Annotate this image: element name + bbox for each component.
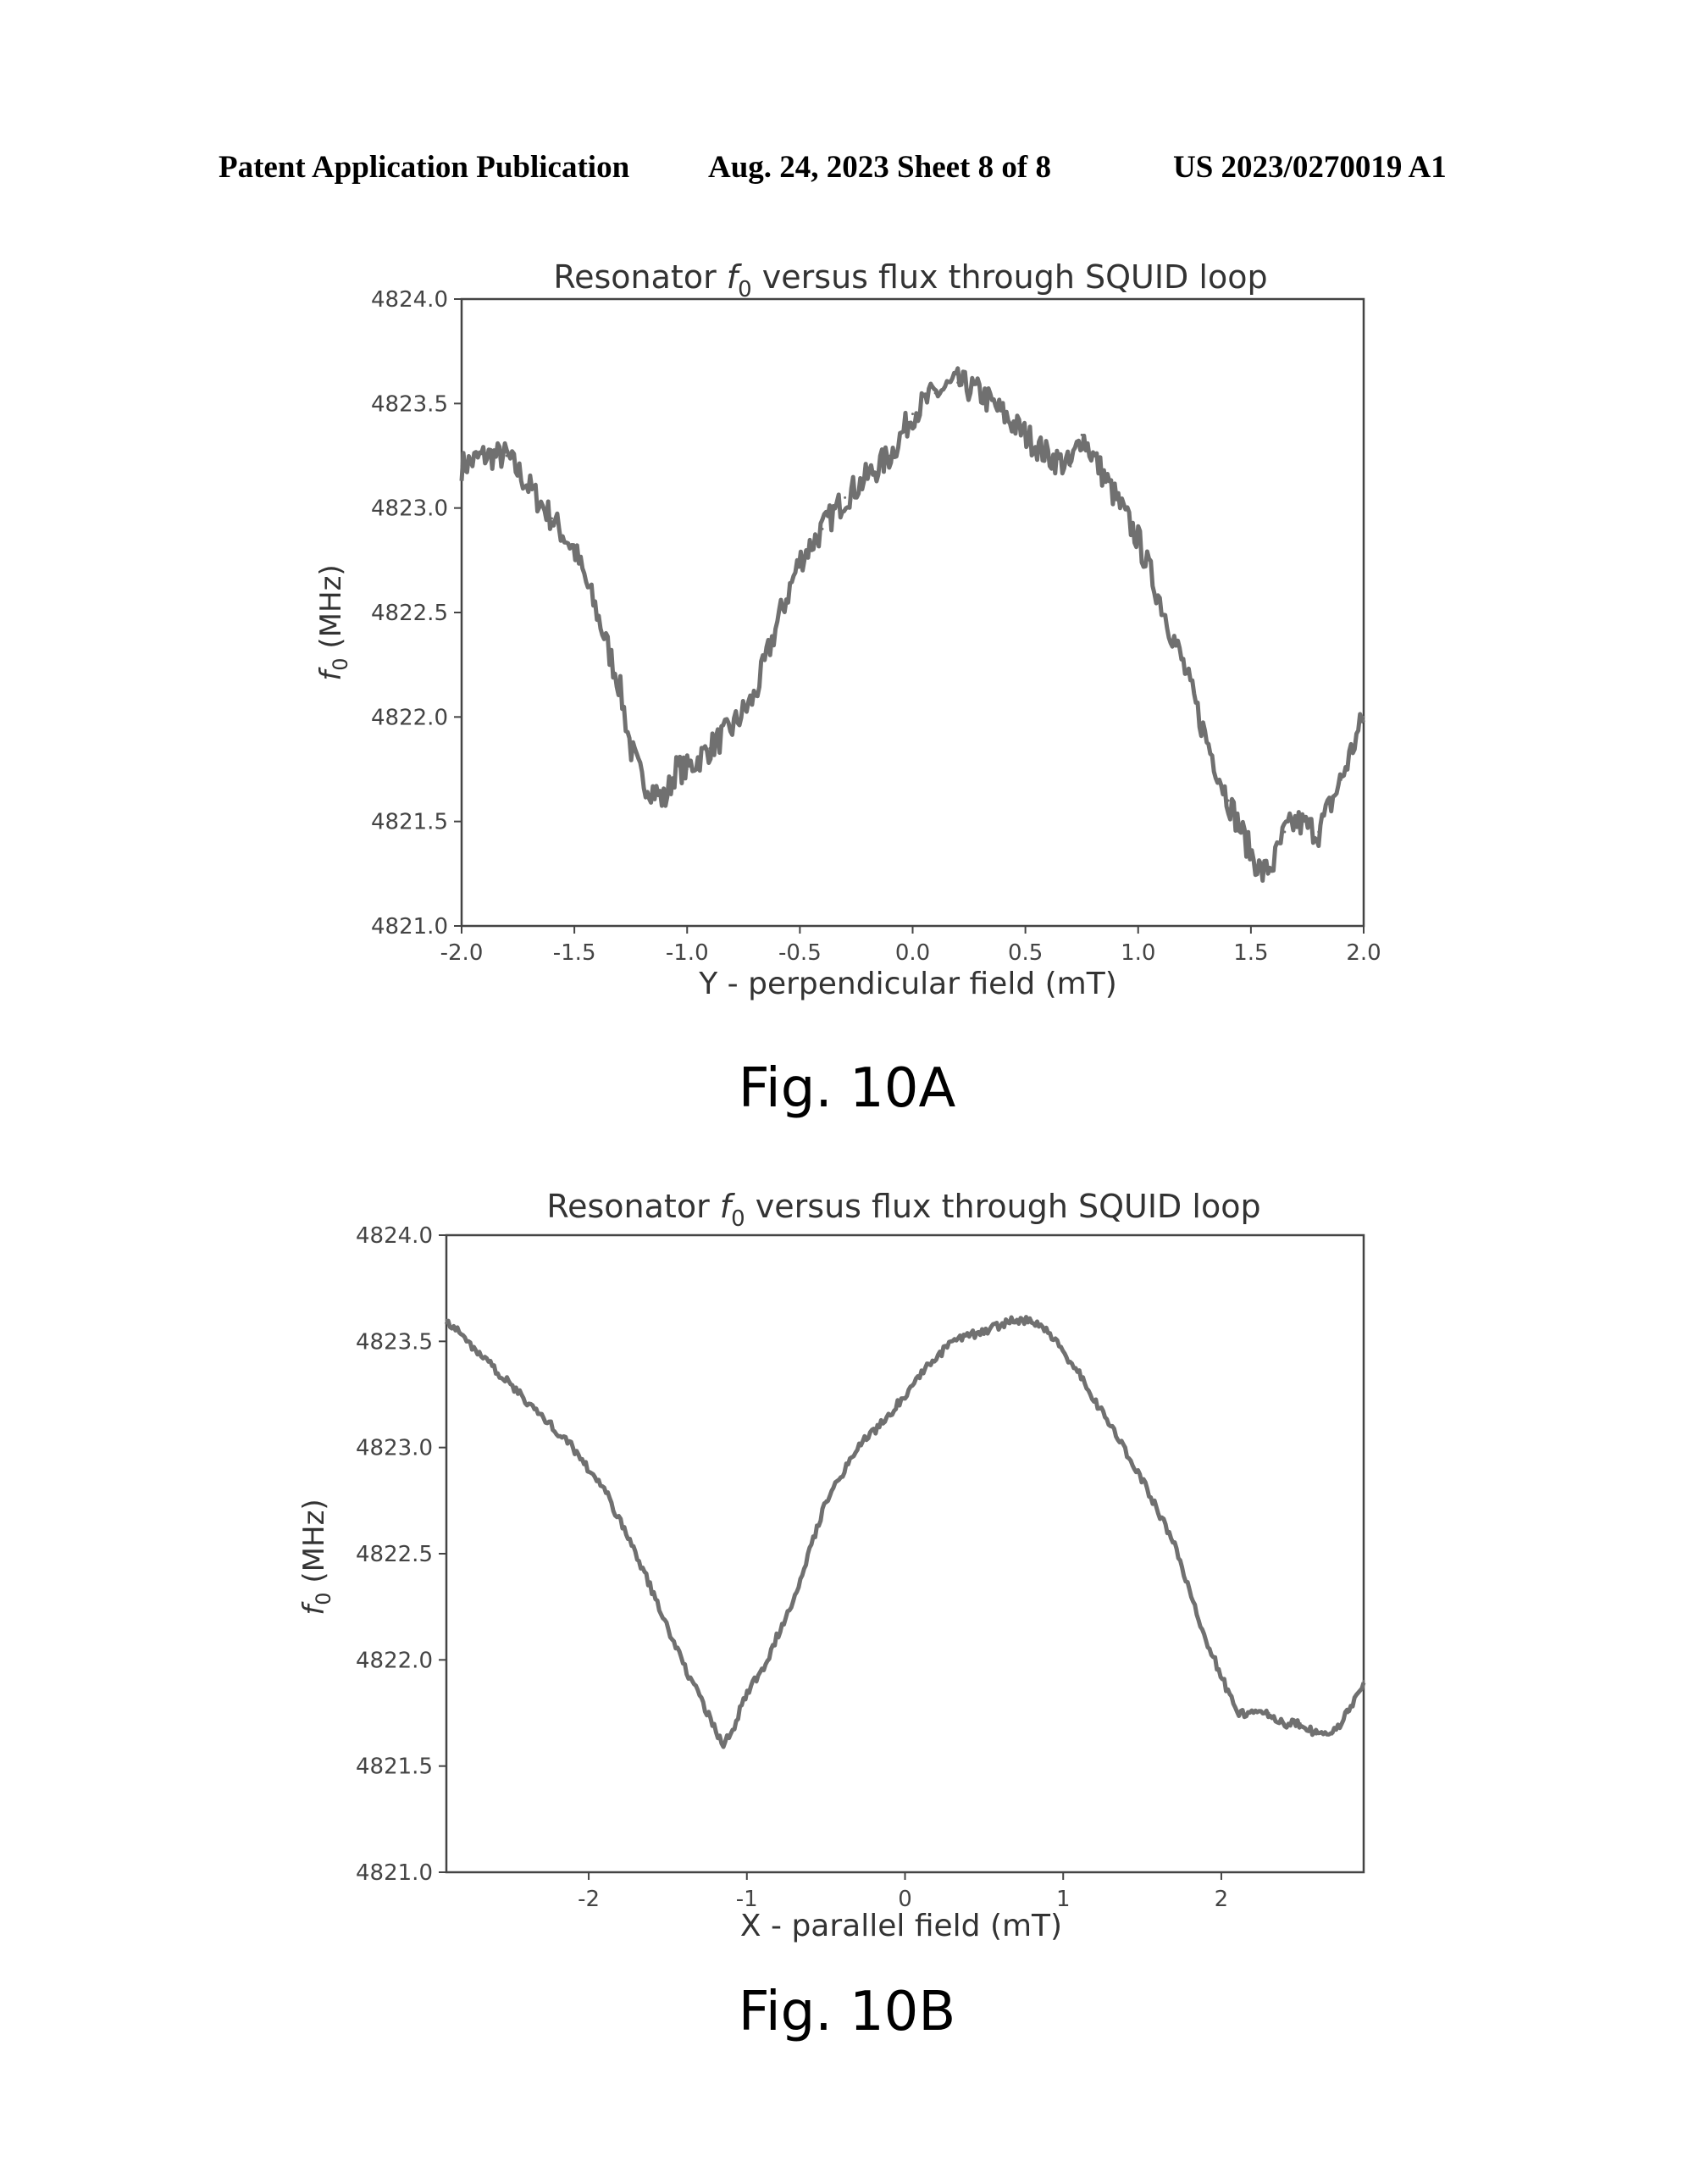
x-tick-label: -2: [578, 1887, 601, 1912]
data-point: [1137, 538, 1139, 540]
data-point: [551, 518, 553, 520]
data-point: [674, 768, 677, 771]
data-point: [956, 381, 959, 384]
data-point: [951, 1340, 954, 1343]
data-point: [1002, 413, 1005, 415]
data-point: [1115, 496, 1117, 499]
data-point: [618, 685, 621, 687]
data-point: [1299, 1722, 1302, 1725]
y-tick-label: 4822.5: [356, 1542, 433, 1567]
data-point: [1172, 1542, 1175, 1544]
data-point: [745, 1690, 748, 1693]
patent-number: US 2023/0270019 A1: [1173, 150, 1447, 185]
x-tick-label: 2.0: [1346, 940, 1381, 966]
data-point: [730, 1733, 733, 1736]
data-point: [1267, 1712, 1270, 1715]
data-point: [934, 392, 937, 395]
series-line-0: [446, 1317, 1364, 1747]
data-point: [825, 1499, 828, 1502]
data-point: [979, 392, 982, 395]
data-point: [888, 1415, 890, 1417]
data-point: [1092, 455, 1094, 457]
x-tick-label: -1: [735, 1887, 758, 1912]
data-point: [1283, 831, 1286, 834]
figure-caption-10a: Fig. 10A: [738, 1057, 956, 1120]
y-tick-label: 4821.0: [356, 1860, 433, 1886]
data-point: [1204, 737, 1207, 740]
data-point: [738, 1712, 740, 1715]
x-tick-label: 0.0: [894, 940, 931, 966]
data-point: [706, 1712, 709, 1715]
chart-title: Resonator $f_0$ versus flux through SQUID loop: [546, 1188, 1261, 1232]
data-point: [663, 800, 666, 802]
data-point: [1110, 1425, 1112, 1427]
x-tick-label: -1.0: [665, 940, 709, 966]
y-tick-label: 4823.0: [371, 496, 448, 522]
y-tick-label: 4821.5: [371, 809, 448, 835]
page-header: [0, 149, 1694, 191]
data-point: [629, 747, 632, 750]
y-axis-label: $f_0$ (MHz): [297, 1499, 335, 1616]
y-tick-label: 4822.5: [371, 601, 448, 626]
data-point: [1283, 1722, 1286, 1725]
data-point: [1363, 716, 1365, 718]
data-point: [477, 1350, 479, 1353]
data-point: [1347, 1712, 1349, 1715]
data-point: [1317, 831, 1320, 834]
y-tick-label: 4823.5: [356, 1329, 433, 1355]
data-point: [572, 1446, 574, 1449]
data-point: [595, 612, 598, 614]
data-point: [822, 528, 824, 530]
x-tick-label: 2: [1214, 1887, 1229, 1912]
x-tick-label: 0: [898, 1887, 912, 1912]
data-point: [793, 1595, 795, 1598]
data-point: [483, 455, 485, 457]
y-tick-label: 4823.0: [356, 1435, 433, 1461]
y-tick-label: 4824.0: [371, 287, 448, 313]
data-point: [1340, 779, 1342, 781]
series-line-0: [462, 369, 1364, 881]
publication-label: Patent Application Publication: [219, 150, 630, 185]
data-point: [1015, 1319, 1017, 1322]
data-point: [1046, 1329, 1049, 1332]
plot-area: [371, 287, 1381, 966]
data-point: [1331, 1733, 1333, 1736]
x-tick-label: -2.0: [440, 940, 484, 966]
x-tick-label: 1.0: [1121, 940, 1156, 966]
data-point: [528, 486, 530, 489]
data-point: [1047, 455, 1049, 457]
data-point: [1160, 601, 1162, 603]
data-point: [1182, 663, 1185, 666]
y-tick-label: 4821.0: [371, 914, 448, 940]
data-point: [573, 549, 576, 552]
data-point: [1261, 873, 1264, 875]
data-point: [722, 1743, 724, 1746]
data-point: [1030, 1319, 1032, 1322]
data-point: [799, 559, 801, 562]
figure-caption-10b: Fig. 10B: [738, 1981, 956, 2043]
data-point: [461, 465, 463, 468]
data-point: [1077, 1372, 1080, 1374]
data-point: [603, 1488, 606, 1491]
y-tick-label: 4824.0: [356, 1223, 433, 1249]
data-point: [1236, 1712, 1238, 1715]
plot-area: [356, 1223, 1365, 1912]
data-point: [731, 726, 734, 729]
data-point: [844, 496, 846, 499]
x-tick-label: -0.5: [778, 940, 822, 966]
data-point: [856, 1446, 859, 1449]
data-point: [540, 1415, 543, 1417]
data-point: [506, 455, 508, 457]
data-point: [446, 1319, 448, 1322]
y-tick-label: 4822.0: [371, 705, 448, 731]
data-point: [920, 1372, 922, 1374]
y-tick-label: 4822.0: [356, 1648, 433, 1674]
data-point: [911, 413, 914, 415]
data-point: [690, 1680, 693, 1682]
data-point: [1249, 851, 1252, 854]
y-axis-label: $f_0$ (MHz): [314, 564, 352, 681]
data-point: [1295, 820, 1298, 823]
data-point: [1363, 1680, 1365, 1682]
y-tick-label: 4821.5: [356, 1754, 433, 1780]
y-tick-label: 4823.5: [371, 391, 448, 418]
data-point: [889, 455, 891, 457]
plot-frame: [446, 1235, 1364, 1872]
data-point: [686, 768, 689, 771]
x-tick-label: 1: [1055, 1887, 1071, 1912]
data-point: [866, 475, 869, 478]
x-tick-label: 0.5: [1007, 940, 1044, 966]
data-point: [1227, 800, 1230, 802]
x-axis-label: Y - perpendicular field (mT): [699, 967, 1117, 1001]
data-point: [1204, 1638, 1207, 1640]
data-point: [754, 695, 756, 697]
x-tick-label: 1.5: [1233, 940, 1269, 966]
date-sheet-label: Aug. 24, 2023 Sheet 8 of 8: [708, 150, 1051, 185]
data-point: [635, 1553, 638, 1555]
data-point: [761, 1669, 764, 1671]
chart-10a: [0, 237, 1694, 1017]
data-point: [1141, 1478, 1143, 1481]
data-point: [1272, 862, 1275, 865]
chart-10b: [0, 1173, 1694, 1961]
data-point: [667, 1627, 669, 1629]
x-axis-label: X - parallel field (mT): [739, 1909, 1063, 1943]
data-point: [652, 789, 655, 791]
data-point: [983, 1329, 985, 1332]
data-point: [1315, 1733, 1317, 1736]
data-point: [776, 622, 778, 624]
data-point: [641, 779, 644, 781]
data-point: [1069, 465, 1071, 468]
x-tick-label: -1.5: [552, 940, 596, 966]
data-point: [1024, 434, 1027, 436]
chart-title: Resonator $f_0$ versus flux through SQUID loop: [553, 258, 1268, 302]
data-point: [708, 747, 711, 750]
data-point: [508, 1383, 511, 1385]
data-point: [1081, 434, 1083, 436]
